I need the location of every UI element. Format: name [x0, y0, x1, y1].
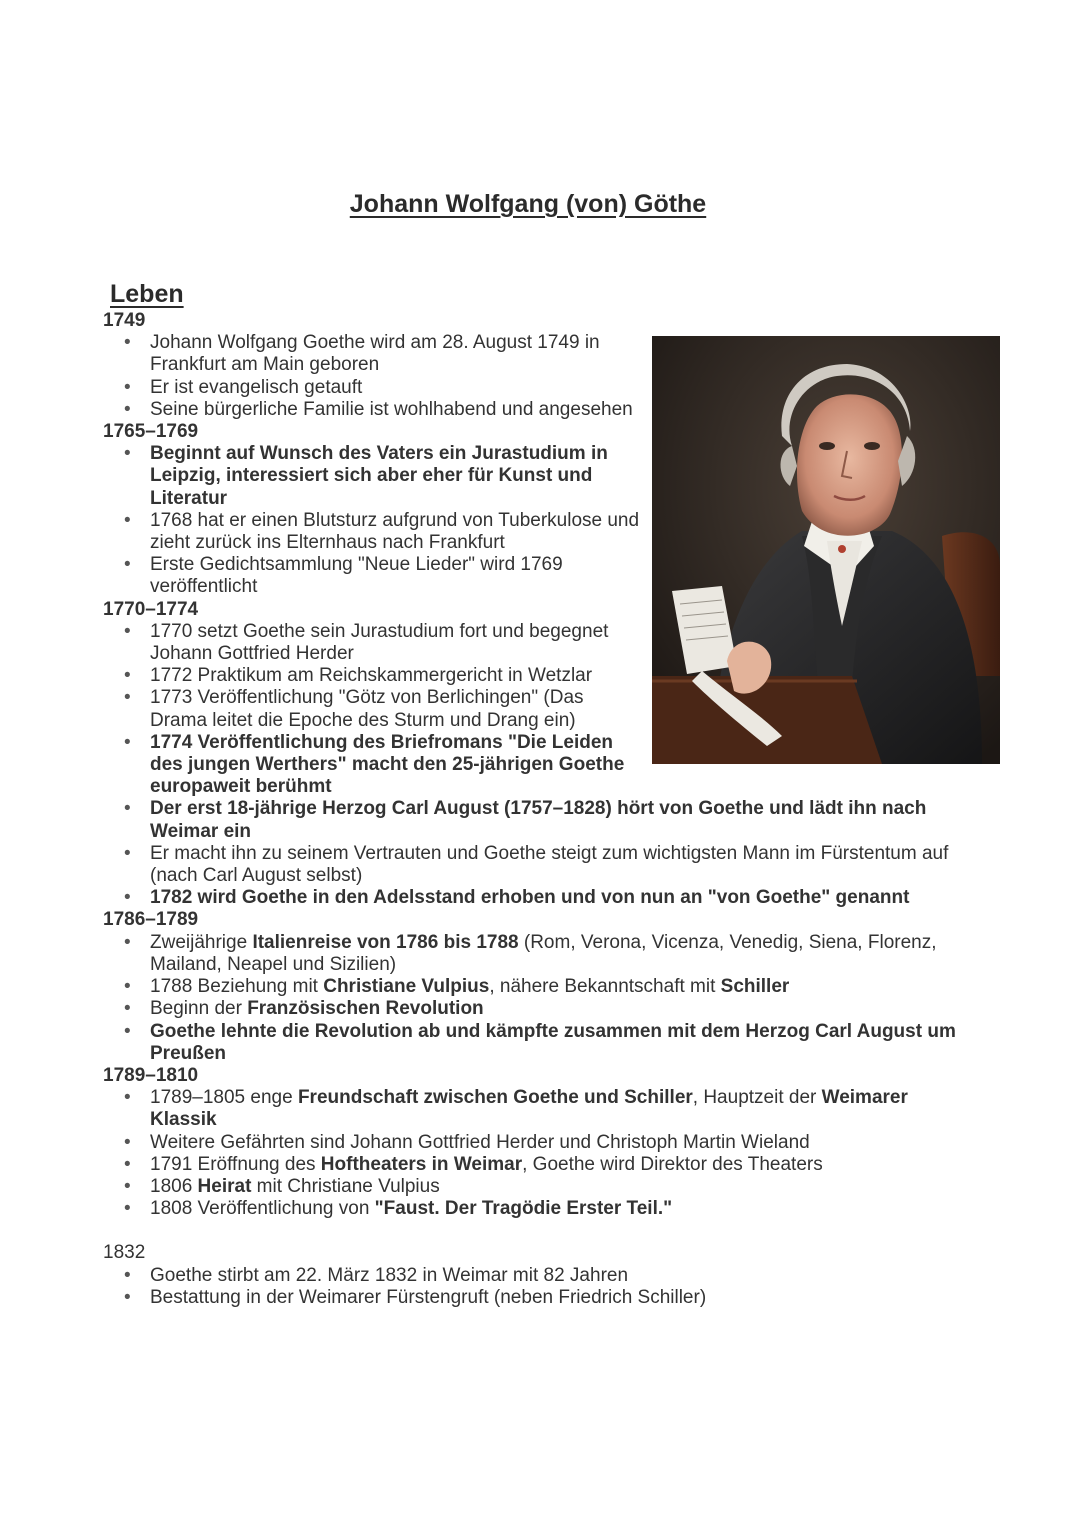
list-item: • Beginn der Französischen Revolution	[103, 998, 973, 1020]
list-item: • Goethe stirbt am 22. März 1832 in Weimar mit 82 Jahren	[103, 1265, 973, 1287]
list-item: • 1782 wird Goethe in den Adelsstand erhoben und von nun an "von Goethe" genannt	[103, 887, 973, 909]
list-item: • Johann Wolfgang Goethe wird am 28. August 1749 in Frankfurt am Main geboren	[103, 332, 640, 376]
section-title-leben: Leben	[110, 280, 184, 308]
list-item: • 1789–1805 enge Freundschaft zwischen Goethe und Schiller, Hauptzeit der Weimarer Klassik	[103, 1087, 973, 1131]
list-item: • Erste Gedichtsammlung "Neue Lieder" wird 1769 veröffentlicht	[103, 554, 640, 598]
year-heading-1770-1774: 1770–1774	[103, 598, 199, 620]
list-1770-1774	[103, 621, 973, 910]
list-item: • 1770 setzt Goethe sein Jurastudium fort und begegnet Johann Gottfried Herder	[103, 621, 640, 665]
list-item: • Der erst 18-jährige Herzog Carl August (1757–1828) hört von Goethe und lädt ihn nach Weimar ein	[103, 798, 973, 842]
list-1749	[103, 332, 973, 421]
list-item: • Bestattung in der Weimarer Fürstengruft (neben Friedrich Schiller)	[103, 1287, 973, 1309]
list-item: • 1774 Veröffentlichung des Briefromans "Die Leiden des jungen Werthers" macht den 25-jährigen Goethe europaweit berühmt	[103, 732, 640, 799]
list-item: • Seine bürgerliche Familie ist wohlhabend und angesehen	[103, 399, 640, 421]
year-heading-1789-1810: 1789–1810	[103, 1064, 199, 1086]
list-item: • Er ist evangelisch getauft	[103, 377, 640, 399]
list-item: • Er macht ihn zu seinem Vertrauten und Goethe steigt zum wichtigsten Mann im Fürstentum auf (nach Carl August selbst)	[103, 843, 973, 887]
list-item: • Goethe lehnte die Revolution ab und kämpfte zusammen mit dem Herzog Carl August um Preußen	[103, 1021, 973, 1065]
list-item: • 1806 Heirat mit Christiane Vulpius	[103, 1176, 973, 1198]
biography-timeline	[103, 310, 973, 1309]
year-heading-1832: 1832	[103, 1242, 146, 1264]
page-title: Johann Wolfgang (von) Göthe	[349, 190, 707, 218]
list-item: • Zweijährige Italienreise von 1786 bis 1788 (Rom, Verona, Vicenza, Venedig, Siena, Florenz, Mailand, Neapel und Sizilien)	[103, 932, 973, 976]
list-item: • 1772 Praktikum am Reichskammergericht in Wetzlar	[103, 665, 640, 687]
list-item: • Beginnt auf Wunsch des Vaters ein Jurastudium in Leipzig, interessiert sich aber eher für Kunst und Literatur	[103, 443, 640, 510]
list-item: • 1791 Eröffnung des Hoftheaters in Weimar, Goethe wird Direktor des Theaters	[103, 1154, 973, 1176]
year-heading-1786-1789: 1786–1789	[103, 909, 199, 931]
list-item: • Weitere Gefährten sind Johann Gottfried Herder und Christoph Martin Wieland	[103, 1132, 973, 1154]
list-item: • 1808 Veröffentlichung von "Faust. Der Tragödie Erster Teil."	[103, 1198, 973, 1220]
list-1786-1789	[103, 932, 973, 1065]
list-item: • 1788 Beziehung mit Christiane Vulpius, nähere Bekanntschaft mit Schiller	[103, 976, 973, 998]
list-1832	[103, 1265, 973, 1309]
list-1765-1769	[103, 443, 973, 598]
list-1789-1810	[103, 1087, 973, 1220]
year-heading-1765-1769: 1765–1769	[103, 421, 199, 443]
year-heading-1749: 1749	[103, 310, 146, 331]
list-item: • 1768 hat er einen Blutsturz aufgrund von Tuberkulose und zieht zurück ins Elternhaus nach Frankfurt	[103, 510, 640, 554]
list-item: • 1773 Veröffentlichung "Götz von Berlichingen" (Das Drama leitet die Epoche des Sturm und Drang ein)	[103, 687, 640, 731]
